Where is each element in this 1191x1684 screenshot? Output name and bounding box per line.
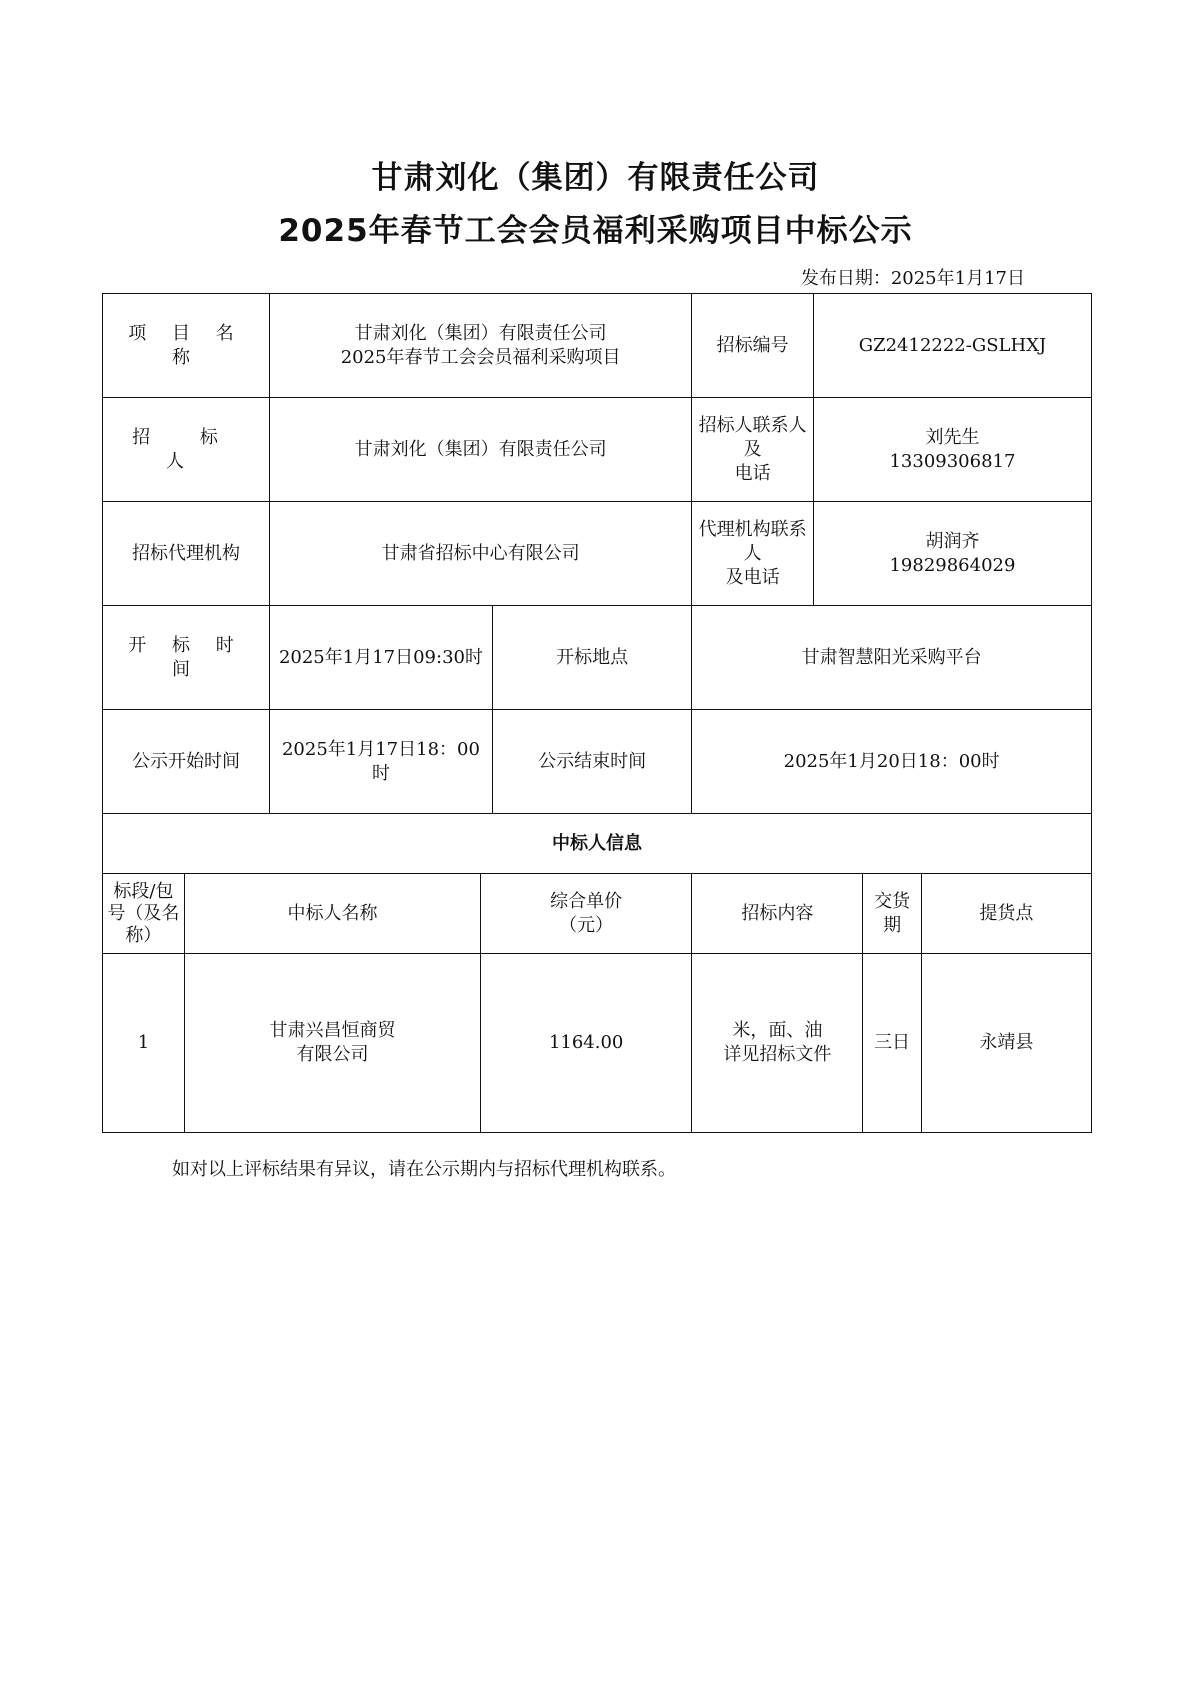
winner-header-row [103, 874, 1092, 954]
table-row [103, 710, 1092, 814]
project-name-label: 项 目 名 称 [103, 294, 270, 398]
publish-date: 发布日期：2025年1月17日 [800, 268, 1025, 289]
table-row [103, 606, 1092, 710]
agency-value: 甘肃省招标中心有限公司 [269, 502, 691, 606]
column-header-pickup-location: 提货点 [921, 874, 1091, 954]
tenderer-label: 招 标 人 [103, 398, 270, 502]
document-title-line1: 甘肃刘化（集团）有限责任公司 [371, 160, 820, 196]
notice-end-label: 公示结束时间 [492, 710, 691, 814]
winner-section-title: 中标人信息 [103, 814, 1092, 874]
table-row [103, 814, 1092, 874]
table-row [103, 294, 1092, 398]
column-header-content: 招标内容 [692, 874, 863, 954]
bid-number-value: GZ2412222-GSLHXJ [813, 294, 1091, 398]
objection-note: 如对以上评标结果有异议，请在公示期内与招标代理机构联系。 [172, 1159, 676, 1180]
opening-time-value: 2025年1月17日09:30时 [269, 606, 492, 710]
delivery-period: 三日 [863, 954, 921, 1133]
notice-start-value: 2025年1月17日18：00时 [269, 710, 492, 814]
tenderer-contact-label: 招标人联系人及 电话 [692, 398, 814, 502]
table-row [103, 954, 1092, 1133]
tenderer-value: 甘肃刘化（集团）有限责任公司 [269, 398, 691, 502]
opening-place-value: 甘肃智慧阳光采购平台 [692, 606, 1092, 710]
table-row [103, 502, 1092, 606]
award-notice-table [102, 293, 1092, 1133]
column-header-delivery-period: 交货期 [863, 874, 921, 954]
column-header-winner-name: 中标人名称 [184, 874, 480, 954]
agency-contact-value: 胡润齐 19829864029 [813, 502, 1091, 606]
agency-contact-label: 代理机构联系人 及电话 [692, 502, 814, 606]
opening-time-label: 开 标 时 间 [103, 606, 270, 710]
project-name-value: 甘肃刘化（集团）有限责任公司 2025年春节工会会员福利采购项目 [269, 294, 691, 398]
table-row [103, 398, 1092, 502]
lot-number: 1 [103, 954, 185, 1133]
opening-place-label: 开标地点 [492, 606, 691, 710]
winner-name: 甘肃兴昌恒商贸 有限公司 [184, 954, 480, 1133]
notice-end-value: 2025年1月20日18：00时 [692, 710, 1092, 814]
bid-number-label: 招标编号 [692, 294, 814, 398]
notice-start-label: 公示开始时间 [103, 710, 270, 814]
pickup-location: 永靖县 [921, 954, 1091, 1133]
agency-label: 招标代理机构 [103, 502, 270, 606]
unit-price: 1164.00 [481, 954, 692, 1133]
column-header-lot: 标段/包 号（及名 称） [103, 874, 185, 954]
document-title-line2: 2025年春节工会会员福利采购项目中标公示 [278, 213, 913, 249]
tenderer-contact-value: 刘先生 13309306817 [813, 398, 1091, 502]
bid-content: 米，面、油 详见招标文件 [692, 954, 863, 1133]
column-header-unit-price: 综合单价 （元） [481, 874, 692, 954]
